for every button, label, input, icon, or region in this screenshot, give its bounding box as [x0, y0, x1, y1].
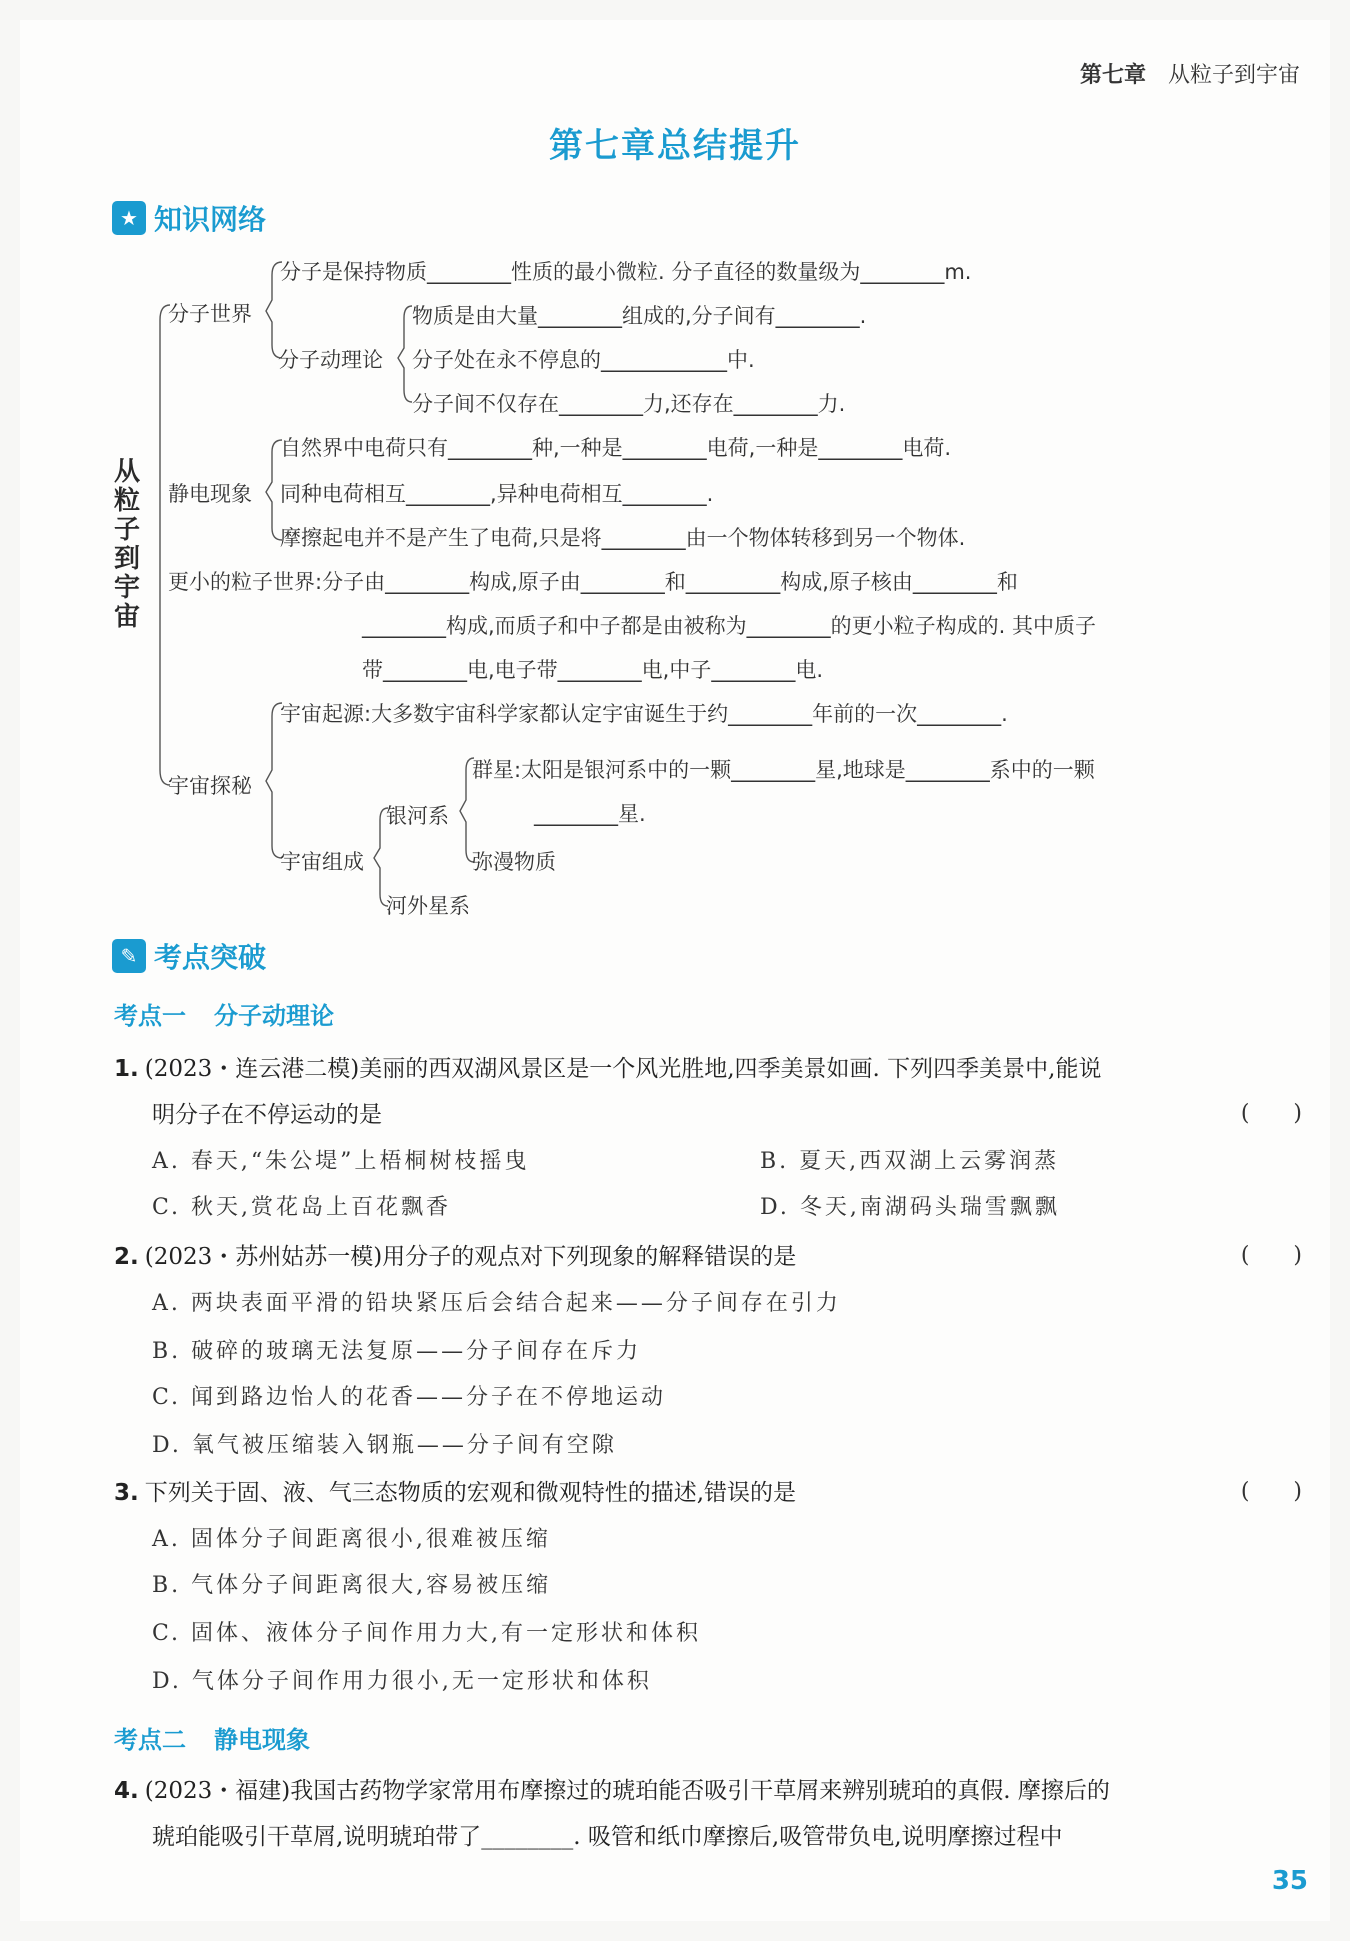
question-1: 1. (2023・连云港二模)美丽的西双湖风景区是一个风光胜地,四季美景如画. 下列四季美景中,能说 [114, 1056, 1102, 1082]
chapter-number: 第七章 [1079, 63, 1146, 88]
branch-universe-exploration: 宇宙探秘 [168, 774, 252, 798]
answer-parentheses[interactable]: ( ) [1240, 1479, 1302, 1504]
mindmap-root: 从粒子到宇宙 [113, 457, 140, 632]
option-d[interactable]: D. 氧气被压缩装入钢瓶——分子间有空隙 [152, 1433, 617, 1458]
option-a[interactable]: A. 春天,“朱公堤”上梧桐树枝摇曳 [152, 1149, 530, 1174]
branch-milky-way: 银河系 [386, 804, 449, 828]
option-d[interactable]: D. 气体分子间作用力很小,无一定形状和体积 [152, 1669, 652, 1694]
chapter-title: 从粒子到宇宙 [1167, 63, 1300, 88]
option-c[interactable]: C. 闻到路边怡人的花香——分子在不停地运动 [152, 1385, 667, 1410]
mindmap-line: 自然界中电荷只有________种,一种是________电荷,一种是________电荷. [280, 436, 952, 460]
mindmap-line: 河外星系 [386, 894, 470, 918]
mindmap-line: 分子是保持物质________性质的最小微粒. 分子直径的数量级为________m. [280, 260, 972, 284]
root-bracket [160, 305, 170, 785]
mindmap-line: 群星:太阳是银河系中的一颗________星,地球是________系中的一颗 [472, 758, 1095, 782]
branch-molecule-world: 分子世界 [168, 302, 252, 326]
exam-point-label: 考点一 [114, 1002, 186, 1030]
exam-point-1-heading [114, 996, 362, 1031]
answer-parentheses[interactable]: ( ) [1240, 1101, 1302, 1126]
option-d[interactable]: D. 冬天,南湖码头瑞雪飘飘 [760, 1195, 1060, 1220]
question-3: 3. 下列关于固、液、气三态物质的宏观和微观特性的描述,错误的是 [114, 1480, 797, 1506]
mindmap-line: 更小的粒子世界:分子由________构成,原子由________和_________构成,原子核由________和 [168, 570, 1018, 594]
mindmap-line: ________星. [534, 802, 646, 826]
question-4-line2: 琥珀能吸引干草屑,说明琥珀带了________. 吸管和纸巾摩擦后,吸管带负电,说明摩擦过程中 [152, 1824, 1063, 1850]
branch-kinetic-theory: 分子动理论 [278, 348, 383, 372]
star-icon: ★ [112, 201, 146, 235]
option-a[interactable]: A. 固体分子间距离很小,很难被压缩 [152, 1527, 551, 1552]
mindmap-line: 分子处在永不停息的____________中. [412, 348, 755, 372]
mindmap-line: 弥漫物质 [472, 850, 556, 874]
exam-point-title: 静电现象 [214, 1726, 310, 1754]
option-b[interactable]: B. 破碎的玻璃无法复原——分子间存在斥力 [152, 1339, 642, 1364]
mindmap-line: 带________电,电子带________电,中子________电. [362, 658, 824, 682]
exam-point-title: 分子动理论 [214, 1002, 334, 1030]
section-knowledge-label: 知识网络 [154, 203, 267, 236]
kinetic-bracket [398, 306, 412, 402]
mindmap-line: 分子间不仅存在________力,还存在________力. [412, 392, 846, 416]
section-points-heading [112, 936, 266, 976]
answer-parentheses[interactable]: ( ) [1240, 1243, 1302, 1268]
mindmap-line: 物质是由大量________组成的,分子间有________. [412, 304, 867, 328]
target-icon: ✎ [112, 939, 146, 973]
page-title: 第七章总结提升 [549, 126, 801, 166]
branch-static-electricity: 静电现象 [168, 482, 252, 506]
question-4: 4. (2023・福建)我国古药物学家常用布摩擦过的琥珀能否吸引干草屑来辨别琥珀的真假. 摩擦后的 [114, 1778, 1110, 1804]
option-b[interactable]: B. 气体分子间距离很大,容易被压缩 [152, 1573, 552, 1598]
mindmap-line: 同种电荷相互________,异种电荷相互________. [280, 482, 714, 506]
mindmap-line: 宇宙起源:大多数宇宙科学家都认定宇宙诞生于约________年前的一次________. [280, 702, 1008, 726]
mindmap-line: 摩擦起电并不是产生了电荷,只是将________由一个物体转移到另一个物体. [280, 526, 966, 550]
option-b[interactable]: B. 夏天,西双湖上云雾润蒸 [760, 1149, 1060, 1174]
option-c[interactable]: C. 固体、液体分子间作用力大,有一定形状和体积 [152, 1621, 702, 1646]
option-c[interactable]: C. 秋天,赏花岛上百花飘香 [152, 1195, 452, 1220]
question-2: 2. (2023・苏州姑苏一模)用分子的观点对下列现象的解释错误的是 [114, 1244, 797, 1270]
question-1-line2: 明分子在不停运动的是 [152, 1102, 382, 1128]
branch-universe-composition: 宇宙组成 [280, 850, 364, 874]
option-a[interactable]: A. 两块表面平滑的铅块紧压后会结合起来——分子间存在引力 [152, 1291, 841, 1316]
page-number: 35 [1271, 1866, 1308, 1896]
mindmap-line: ________构成,而质子和中子都是由被称为________的更小粒子构成的. 其中质子 [362, 614, 1097, 638]
section-points-label: 考点突破 [154, 941, 267, 974]
exam-point-2-heading [114, 1720, 338, 1755]
exam-point-label: 考点二 [114, 1726, 186, 1754]
